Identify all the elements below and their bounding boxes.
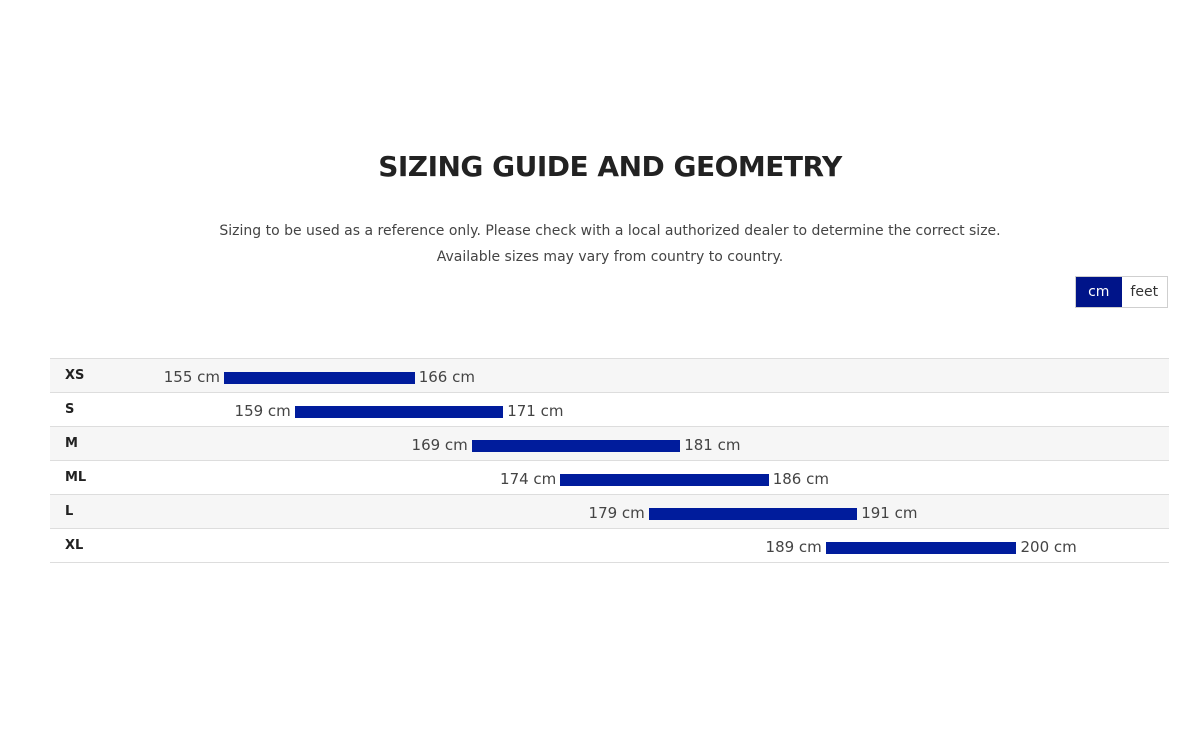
size-label: S <box>65 402 75 417</box>
unit-toggle <box>1075 276 1168 308</box>
range-max-label: 171 cm <box>507 402 564 420</box>
unit-feet-button[interactable]: feet <box>1122 277 1168 307</box>
range-min-label: 179 cm <box>588 504 645 522</box>
size-label: XL <box>65 538 84 553</box>
range-bar <box>224 372 415 384</box>
size-label: ML <box>65 470 87 485</box>
size-chart <box>50 358 1169 563</box>
range-bar <box>472 440 680 452</box>
range-max-label: 181 cm <box>684 436 741 454</box>
range-max-label: 166 cm <box>418 368 475 386</box>
size-row-xs <box>50 359 1169 393</box>
size-row-m <box>50 427 1169 461</box>
disclaimer-line-2: Available sizes may vary from country to country. <box>436 249 784 265</box>
page-title: SIZING GUIDE AND GEOMETRY <box>378 150 842 183</box>
range-min-label: 174 cm <box>500 470 557 488</box>
size-row-s <box>50 393 1169 427</box>
range-min-label: 189 cm <box>765 538 822 556</box>
size-label: M <box>65 436 78 451</box>
unit-cm-button[interactable]: cm <box>1076 277 1122 307</box>
range-min-label: 155 cm <box>163 368 220 386</box>
range-bar <box>295 406 503 418</box>
size-label: XS <box>65 368 85 383</box>
range-bar <box>560 474 768 486</box>
size-row-l <box>50 495 1169 529</box>
range-bar <box>649 508 857 520</box>
size-label: L <box>65 504 74 519</box>
range-bar <box>826 542 1017 554</box>
range-min-label: 169 cm <box>411 436 468 454</box>
disclaimer-line-1: Sizing to be used as a reference only. Please check with a local authorized dealer to determine the correct size. <box>219 223 1001 239</box>
range-min-label: 159 cm <box>234 402 291 420</box>
size-row-xl <box>50 529 1169 563</box>
sizing-disclaimer <box>0 218 1200 270</box>
range-max-label: 186 cm <box>772 470 829 488</box>
range-max-label: 191 cm <box>861 504 918 522</box>
range-max-label: 200 cm <box>1020 538 1077 556</box>
size-row-ml <box>50 461 1169 495</box>
